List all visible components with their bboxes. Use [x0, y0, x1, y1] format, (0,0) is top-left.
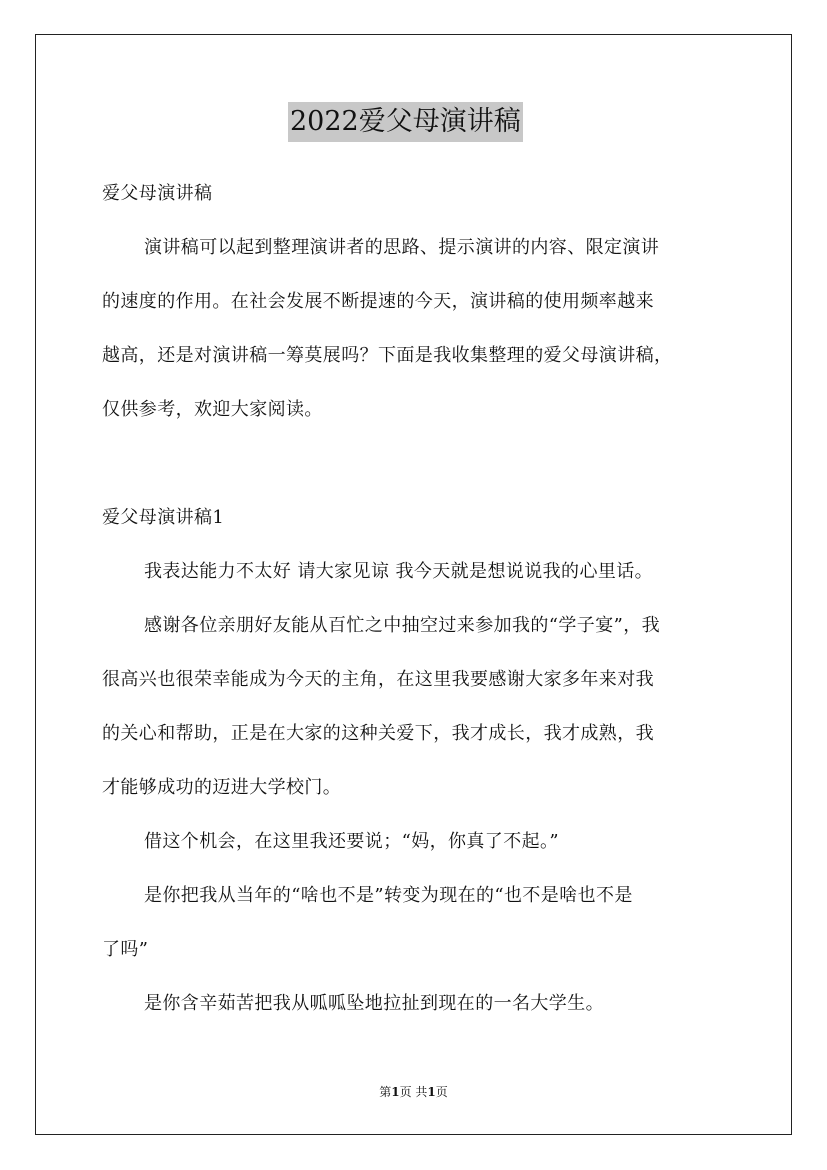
body-line: 借这个机会，在这里我还要说；“妈，你真了不起。” [144, 831, 560, 852]
intro-line: 演讲稿可以起到整理演讲者的思路、提示演讲的内容、限定演讲 [144, 237, 660, 258]
document-title: 2022爱父母演讲稿 [288, 102, 523, 142]
body-line: 了吗” [102, 939, 149, 960]
body-line: 是你含辛茹苦把我从呱呱坠地拉扯到现在的一名大学生。 [144, 993, 604, 1014]
body-line: 我表达能力不太好 请大家见谅 我今天就是想说说我的心里话。 [144, 561, 654, 582]
body-line: 才能够成功的迈进大学校门。 [102, 777, 342, 798]
footer-page-number: 1 [391, 1085, 400, 1099]
footer-page-total: 1 [427, 1085, 436, 1099]
footer-page-mid: 页 共 [399, 1085, 428, 1099]
page-footer [0, 1084, 827, 1100]
body-line: 很高兴也很荣幸能成为今天的主角，在这里我要感谢大家多年来对我 [102, 669, 654, 690]
section-heading: 爱父母演讲稿1 [102, 507, 225, 528]
footer-page-suffix: 页 [435, 1085, 448, 1099]
body-line: 是你把我从当年的“啥也不是”转变为现在的“也不是啥也不是 [144, 885, 633, 906]
body-line: 感谢各位亲朋好友能从百忙之中抽空过来参加我的“学子宴”，我 [144, 615, 661, 636]
intro-line: 越高，还是对演讲稿一筹莫展吗？下面是我收集整理的爱父母演讲稿， [102, 345, 673, 366]
intro-line: 的速度的作用。在社会发展不断提速的今天，演讲稿的使用频率越来 [102, 291, 654, 312]
body-line: 的关心和帮助，正是在大家的这种关爱下，我才成长，我才成熟，我 [102, 723, 654, 744]
footer-page-prefix: 第 [379, 1085, 392, 1099]
intro-line: 仅供参考，欢迎大家阅读。 [102, 399, 323, 420]
document-subtitle: 爱父母演讲稿 [102, 183, 213, 204]
